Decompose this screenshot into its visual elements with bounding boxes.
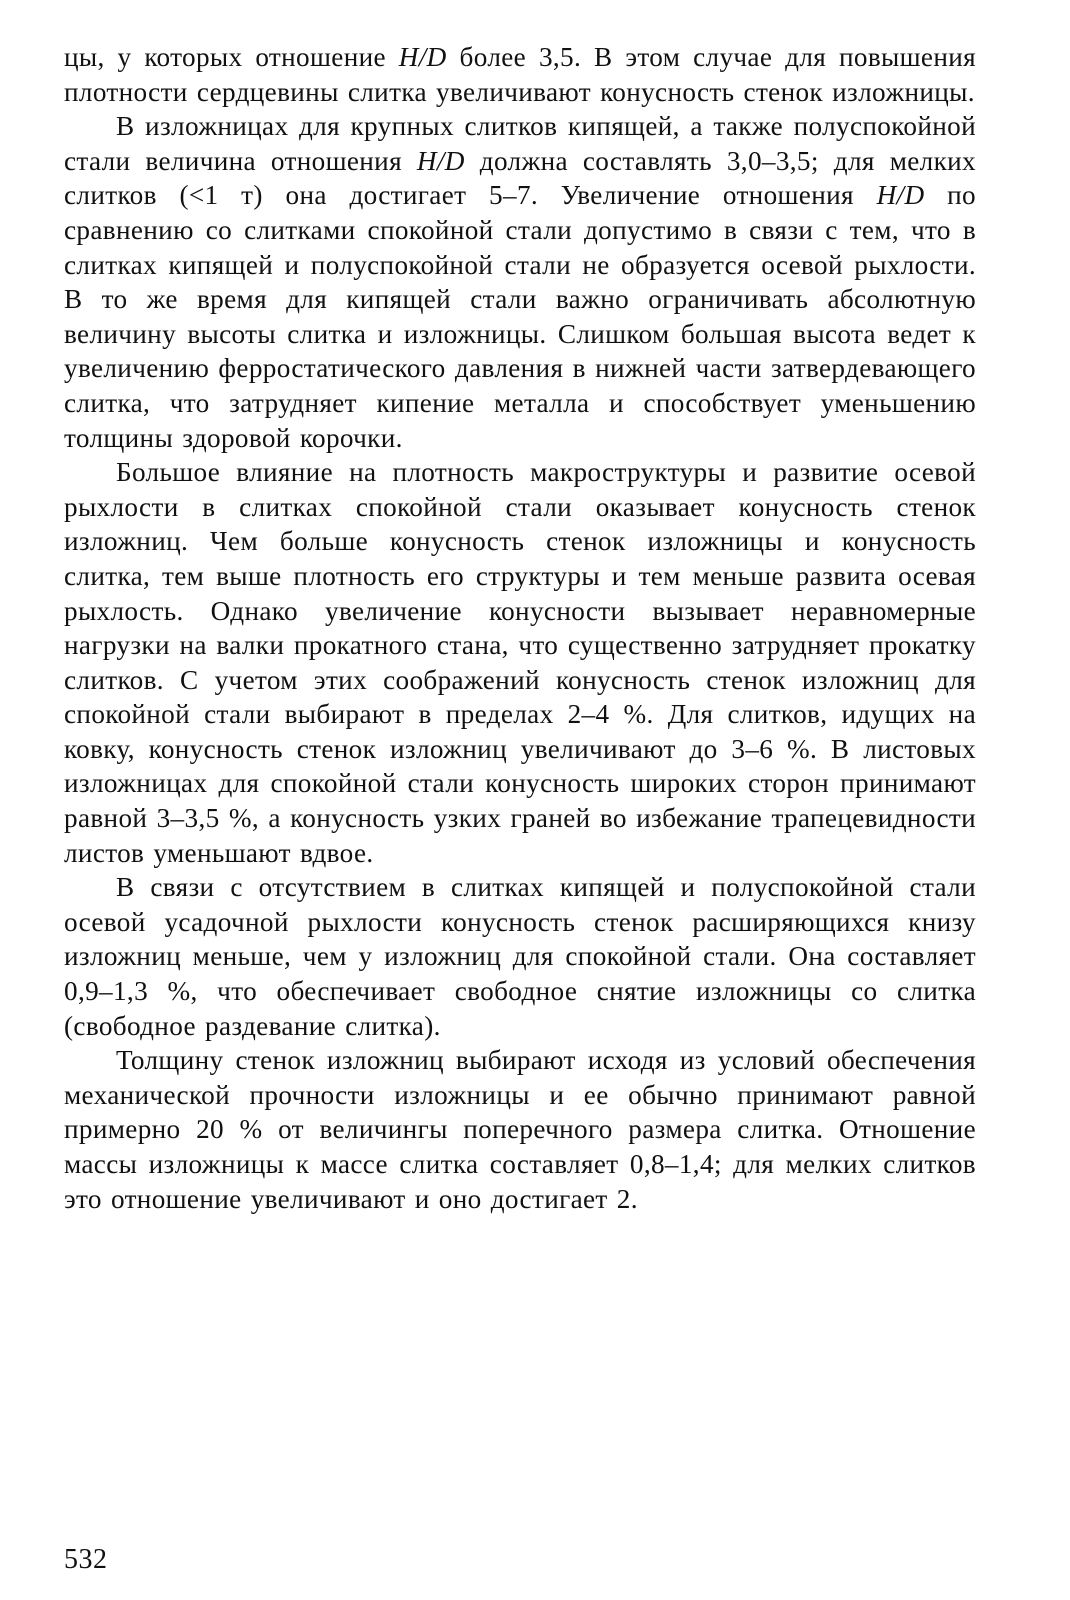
page-number: 532 — [64, 1544, 108, 1575]
paragraph-3: Большое влияние на плотность макроструктуры и развитие осевой рыхлости в слитках спокойной стали оказывает конусность стенок изложниц. Чем больше конусность стенок изложницы и конусность слитка, тем выше плотность его структуры и тем меньше развита осевая рыхлость. Однако увеличение конусности вызывает неравномерные нагрузки на валки прокатного стана, что существенно затрудняет прокатку слитков. С учетом этих соображений конусность стенок изложниц для спокойной стали выбирают в пределах 2–4 %. Для слитков, идущих на ковку, конусность стенок изложниц увеличивают до 3–6 %. В листовых изложницах для спокойной стали конусность широких сторон принимают равной 3–3,5 %, а конусность узких граней во избежание трапецевидности листов уменьшают вдвое. — [64, 457, 976, 868]
ratio-symbol: H/D — [416, 145, 465, 176]
paragraph-1: цы, у которых отношение H/D более 3,5. В этом случае для повышения плотности сердцевины слитка увеличивают конусность стенок изложницы. — [64, 42, 976, 107]
paragraph-2: В изложницах для крупных слитков кипящей, а также полуспокойной стали величина отношения H/D должна составлять 3,0–3,5; для мелких слитков (<1 т) она достигает 5–7. Увеличение отношения H/D по сравнению со слитками спокойной стали допустимо в связи с тем, что в слитках кипящей и полуспокойной стали не образуется осевой рыхлости. В то же время для кипящей стали важно ограничивать абсолютную величину высоты слитка и изложницы. Слишком большая высота ведет к увеличению ферростатического давления в нижней части затвердевающего слитка, что затрудняет кипение металла и способствует уменьшению толщины здоровой корочки. — [64, 111, 976, 453]
page-body — [64, 40, 976, 1216]
paragraph-5: Толщину стенок изложниц выбирают исходя из условий обеспечения механической прочности изложницы и ее обычно принимают равной примерно 20 % от величингы поперечного размера слитка. Отношение массы изложницы к массе слитка составляет 0,8–1,4; для мелких слитков это отношение увеличивают и оно достигает 2. — [64, 1045, 976, 1214]
paragraph-4: В связи с отсутствием в слитках кипящей и полуспокойной стали осевой усадочной рыхлости конусность стенок расширяющихся книзу изложниц меньше, чем у изложниц для спокойной стали. Она составляет 0,9–1,3 %, что обеспечивает свободное снятие изложницы со слитка (свободное раздевание слитка). — [64, 872, 976, 1041]
ratio-symbol: H/D — [876, 180, 925, 211]
ratio-symbol: H/D — [398, 42, 447, 72]
